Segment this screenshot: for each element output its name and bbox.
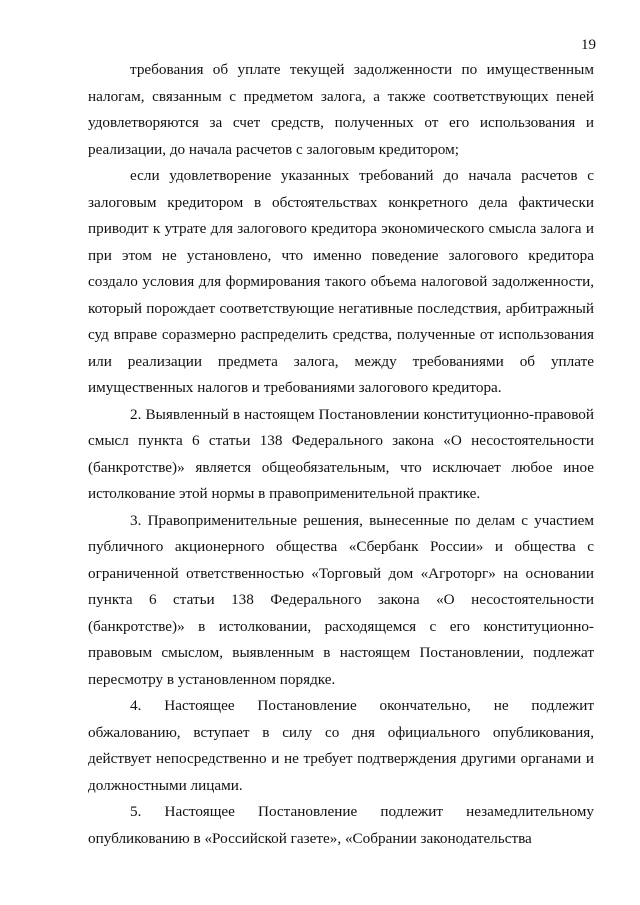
paragraph-item-5: 5. Настоящее Постановление подлежит незамедлительному опубликованию в «Российской газете», «Собрании законодательства xyxy=(88,803,594,847)
paragraph-distribution-rule: если удовлетворение указанных требований до начала расчетов с залоговым кредитором в обстоятельствах конкретного дела фактически приводит к утрате для залогового кредитора экономического смысла залога и при этом не установлено, что именно поведение залогового кредитора создало условия для формирования такого объема налоговой задолженности, который порождает соответствующие негативные последствия, арбитражный суд вправе соразмерно распределить средства, полученные от использования или реализации предмета залога, между требованиями об уплате имущественных налогов и требованиями залогового кредитора. xyxy=(88,167,594,396)
paragraph-continuation: требования об уплате текущей задолженности по имущественным налогам, связанным с предметом залога, а также соответствующих пеней удовлетворяются за счет средств, полученных от его использования и реализации, до начала расчетов с залоговым кредитором; xyxy=(88,61,594,158)
paragraph-item-2: 2. Выявленный в настоящем Постановлении конституционно-правовой смысл пункта 6 статьи 138 Федерального закона «О несостоятельности (банкротстве)» является общеобязательным, что исключает любое иное истолкование этой нормы в правоприменительной практике. xyxy=(88,405,594,502)
paragraph-item-3: 3. Правоприменительные решения, вынесенные по делам с участием публичного акционерного общества «Сбербанк России» и общества с ограниченной ответственностью «Торговый дом «Агроторг» на основании пункта 6 статьи 138 Федерального закона «О несостоятельности (банкротстве)» в истолковании, расходящемся с его конституционно-правовым смыслом, выявленным в настоящем Постановлении, подлежат пересмотру в установленном порядке. xyxy=(88,511,594,688)
document-body xyxy=(88,57,594,852)
paragraph-item-4: 4. Настоящее Постановление окончательно, не подлежит обжалованию, вступает в силу со дня официального опубликования, действует непосредственно и не требует подтверждения другими органами и должностными лицами. xyxy=(88,697,594,794)
page-number: 19 xyxy=(581,37,596,53)
